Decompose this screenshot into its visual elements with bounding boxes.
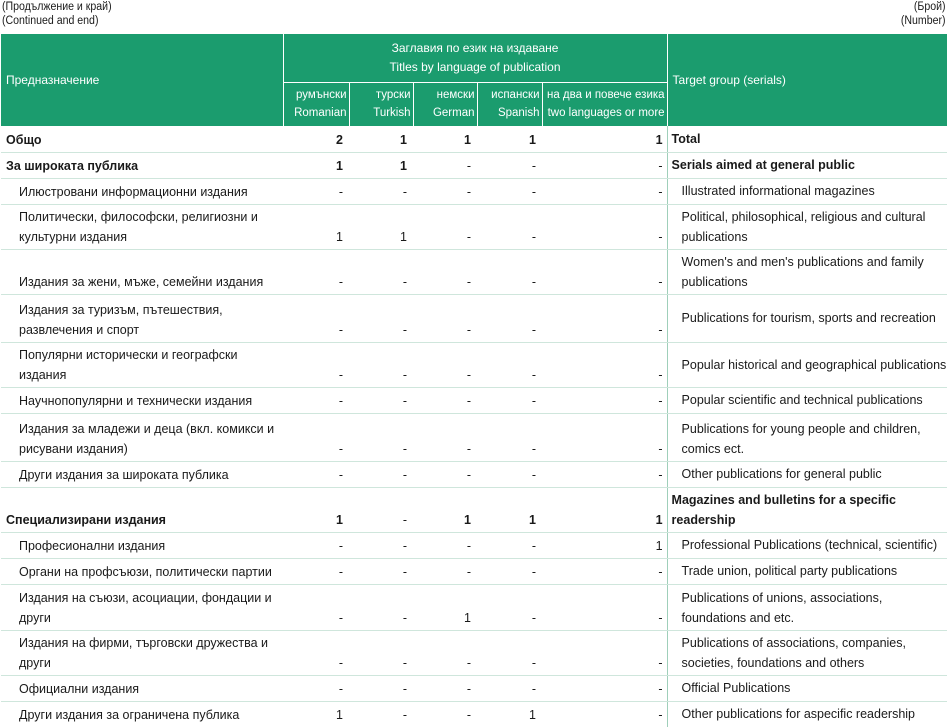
row-label-bg: Популярни исторически и географски издания	[1, 342, 283, 387]
value-cell: -	[477, 532, 542, 558]
lang-header-en: Turkish	[373, 107, 411, 120]
value-cell: -	[542, 152, 667, 178]
row-label-bg: Издания за младежи и деца (вкл. комикси и рисувани издания)	[1, 413, 283, 461]
table-header	[1, 34, 947, 126]
lang-header-en: German	[432, 107, 475, 120]
value-cell: -	[542, 178, 667, 204]
value-cell: 1	[349, 152, 413, 178]
value-cell: -	[658, 708, 663, 722]
row-label-bg: Издания за жени, мъже, семейни издания	[1, 249, 283, 294]
lang-header-bg: турски	[375, 89, 411, 102]
value-cell: -	[477, 342, 542, 387]
value-cell: -	[477, 204, 542, 249]
lang-header-en: two languages or more	[547, 107, 665, 120]
value-cell: -	[542, 461, 667, 487]
row-label-bg: Илюстровани информационни издания	[1, 178, 283, 204]
value-cell: -	[283, 532, 349, 558]
table-row	[1, 413, 947, 461]
row-label-bg: Органи на профсъюзи, политически партии	[1, 558, 283, 584]
row-label-bg: За широката публика	[1, 152, 283, 178]
row-label-en: Total	[667, 126, 947, 152]
table-row	[1, 152, 947, 178]
row-label-bg: Официални издания	[1, 675, 283, 701]
table-row	[1, 178, 947, 204]
value-cell: -	[349, 342, 413, 387]
row-label-en: Illustrated informational magazines	[667, 178, 947, 204]
value-cell: -	[542, 387, 667, 413]
row-label-en: Women's and men's publications and family publications	[667, 249, 947, 294]
value-cell: -	[413, 413, 477, 461]
value-cell: -	[477, 178, 542, 204]
value-cell: -	[413, 532, 477, 558]
value-cell: -	[542, 249, 667, 294]
row-label-bg: Други издания за широката публика	[1, 461, 283, 487]
value-cell: -	[349, 294, 413, 342]
value-cell: -	[542, 413, 667, 461]
row-label-en: Serials aimed at general public	[667, 152, 947, 178]
value-cell: -	[542, 584, 667, 630]
lang-header-bg: испански	[491, 89, 540, 102]
value-cell: -	[413, 342, 477, 387]
value-cell: -	[283, 249, 349, 294]
row-label-bg: Издания за туризъм, пътешествия, развлечения и спорт	[1, 294, 283, 342]
titles-header-bg: Заглавия по език на издаване	[391, 41, 559, 56]
table-row	[1, 701, 947, 727]
value-cell: -	[283, 461, 349, 487]
lang-header-bg: немски	[436, 89, 475, 102]
value-cell: 2	[283, 126, 349, 152]
value-cell: -	[542, 342, 667, 387]
value-cell: -	[413, 249, 477, 294]
value-cell: -	[413, 152, 477, 178]
value-cell: -	[477, 387, 542, 413]
value-cell: -	[477, 461, 542, 487]
value-cell: 1	[413, 487, 477, 532]
row-label-bg: Издания на съюзи, асоциации, фондации и други	[1, 584, 283, 630]
value-cell: 1	[283, 487, 349, 532]
value-cell: -	[542, 675, 667, 701]
value-cell: -	[477, 558, 542, 584]
titles-by-language-header	[283, 34, 667, 82]
lang-header-multilingual	[542, 82, 667, 126]
value-cell: 1	[413, 126, 477, 152]
value-cell: -	[477, 584, 542, 630]
target-group-header: Target group (serials)	[667, 34, 947, 126]
value-cell: -	[542, 558, 667, 584]
value-cell: -	[477, 294, 542, 342]
row-label-en: Publications for young people and children, comics ect.	[667, 413, 947, 461]
table-row	[1, 461, 947, 487]
value-cell: -	[283, 630, 349, 675]
value-cell: -	[542, 204, 667, 249]
purpose-header: Предназначение	[1, 34, 283, 126]
lang-header-turkish	[349, 82, 413, 126]
value-cell: -	[349, 630, 413, 675]
row-label-en: Trade union, political party publications	[667, 558, 947, 584]
value-cell: -	[542, 630, 667, 675]
table-row	[1, 204, 947, 249]
value-cell: -	[542, 294, 667, 342]
value-cell: -	[349, 387, 413, 413]
table-row	[1, 387, 947, 413]
continuation-note-en: (Continued and end)	[2, 15, 99, 27]
value-cell: -	[283, 558, 349, 584]
value-cell: -	[349, 675, 413, 701]
value-cell: -	[477, 630, 542, 675]
table-row	[1, 558, 947, 584]
value-cell: -	[283, 675, 349, 701]
value-cell: -	[413, 204, 477, 249]
value-cell: -	[283, 178, 349, 204]
value-cell: -	[413, 675, 477, 701]
table-row	[1, 126, 947, 152]
row-label-en: Publications of unions, associations, foundations and etc.	[667, 584, 947, 630]
lang-header-bg: на два и повече езика	[546, 89, 665, 102]
row-label-en: Other publications for general public	[667, 461, 947, 487]
row-label-en: Publications for tourism, sports and recreation	[667, 294, 947, 342]
value-cell: -	[283, 294, 349, 342]
row-label-bg: Научнопопулярни и технически издания	[1, 387, 283, 413]
table-row	[1, 342, 947, 387]
row-label-en: Magazines and bulletins for a specific readership	[667, 487, 947, 532]
value-cell: -	[349, 558, 413, 584]
value-cell: -	[349, 178, 413, 204]
titles-by-language-table	[1, 34, 947, 727]
row-label-bg: Други издания за ограничена публика	[19, 708, 240, 722]
row-label-en: Political, philosophical, religious and cultural publications	[667, 204, 947, 249]
table-row	[1, 630, 947, 675]
value-cell: -	[413, 294, 477, 342]
row-label-bg: Издания на фирми, търговски дружества и други	[1, 630, 283, 675]
value-cell: -	[349, 532, 413, 558]
value-cell: -	[283, 584, 349, 630]
value-cell: -	[283, 413, 349, 461]
row-label-en: Official Publications	[667, 675, 947, 701]
value-cell: 1	[283, 152, 349, 178]
row-label-en: Professional Publications (technical, scientific)	[667, 532, 947, 558]
lang-header-spanish	[477, 82, 542, 126]
row-label-en: Popular scientific and technical publications	[667, 387, 947, 413]
value-cell: -	[413, 461, 477, 487]
value-cell: 1	[413, 584, 477, 630]
row-label-bg: Политически, философски, религиозни и культурни издания	[1, 204, 283, 249]
value-cell: -	[477, 675, 542, 701]
unit-note	[901, 0, 946, 28]
row-label-bg: Общо	[1, 126, 283, 152]
value-cell: -	[283, 387, 349, 413]
value-cell: -	[413, 558, 477, 584]
value-cell: 1	[349, 126, 413, 152]
lang-header-en: Spanish	[497, 107, 540, 120]
row-label-en: Popular historical and geographical publications	[667, 342, 947, 387]
value-cell: 1	[336, 708, 343, 722]
unit-note-bg: (Брой)	[914, 1, 946, 13]
continuation-note	[2, 0, 112, 28]
lang-header-german	[413, 82, 477, 126]
table-row	[1, 675, 947, 701]
value-cell: -	[349, 413, 413, 461]
table-row	[1, 294, 947, 342]
value-cell: -	[349, 487, 413, 532]
table-row	[1, 249, 947, 294]
value-cell: 1	[542, 487, 667, 532]
row-label-en: Publications of associations, companies, societies, foundations and others	[667, 630, 947, 675]
continuation-note-bg: (Продължение и край)	[2, 1, 112, 13]
value-cell: 1	[542, 532, 667, 558]
unit-note-en: (Number)	[901, 15, 946, 27]
value-cell: 1	[283, 204, 349, 249]
value-cell: -	[283, 342, 349, 387]
value-cell: 1	[477, 487, 542, 532]
value-cell: -	[477, 413, 542, 461]
titles-header-en: Titles by language of publication	[389, 60, 561, 75]
table-body	[1, 126, 947, 727]
value-cell: -	[466, 708, 471, 722]
table-row	[1, 487, 947, 532]
lang-header-romanian	[283, 82, 349, 126]
table-row	[1, 584, 947, 630]
lang-header-en: Romanian	[294, 107, 347, 120]
value-cell: -	[413, 178, 477, 204]
value-cell: -	[402, 708, 407, 722]
value-cell: -	[349, 584, 413, 630]
value-cell: 1	[529, 708, 536, 722]
value-cell: 1	[349, 204, 413, 249]
value-cell: -	[413, 387, 477, 413]
row-label-bg: Специализирани издания	[1, 487, 283, 532]
value-cell: 1	[542, 126, 667, 152]
row-label-bg: Професионални издания	[1, 532, 283, 558]
value-cell: -	[349, 249, 413, 294]
value-cell: 1	[477, 126, 542, 152]
table-row	[1, 532, 947, 558]
value-cell: -	[413, 630, 477, 675]
value-cell: -	[477, 249, 542, 294]
value-cell: -	[477, 152, 542, 178]
value-cell: -	[349, 461, 413, 487]
lang-header-bg: румънски	[295, 89, 347, 102]
row-label-en: Other publications for aspecific readership	[667, 701, 947, 727]
